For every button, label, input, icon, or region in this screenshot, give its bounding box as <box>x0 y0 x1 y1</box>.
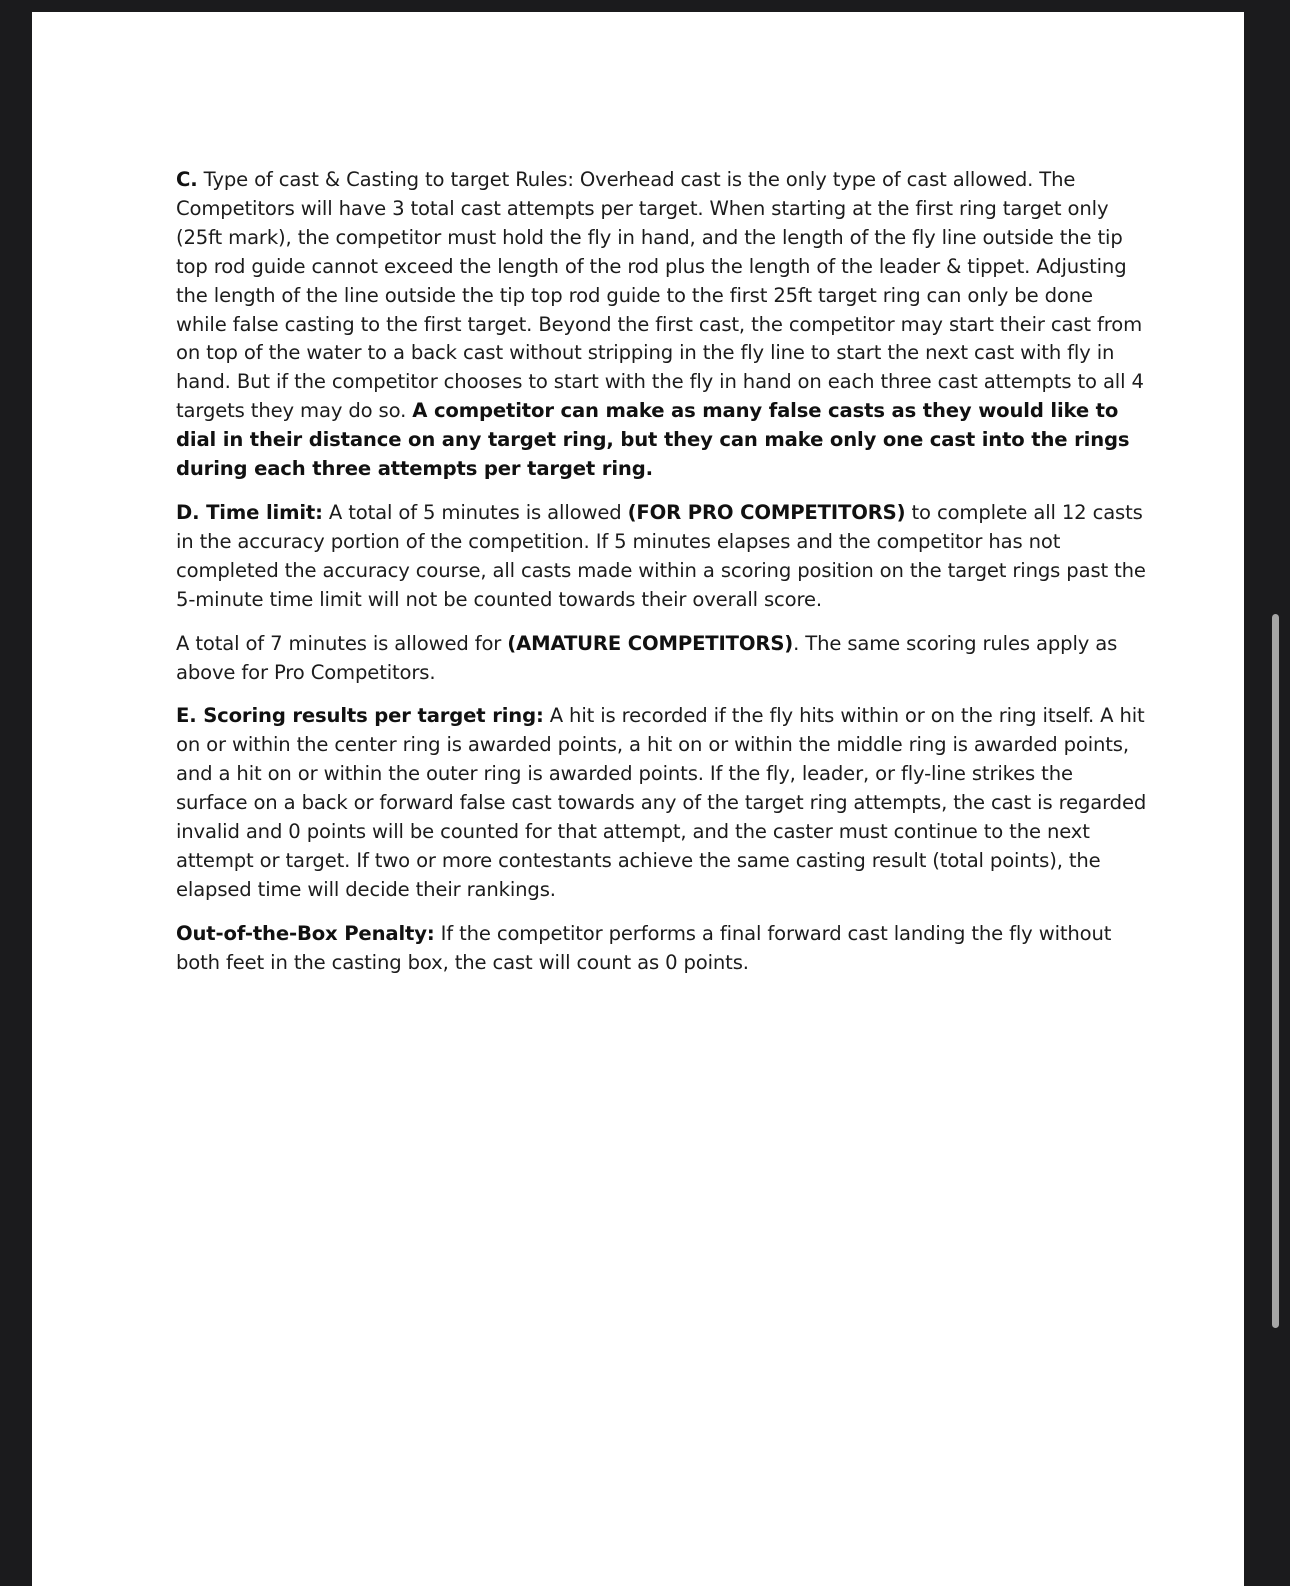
document-body <box>176 166 1148 993</box>
section-d-label: D. Time limit: <box>176 500 323 524</box>
vertical-scrollbar[interactable] <box>1272 614 1279 1328</box>
section-c-label: C. <box>176 168 198 191</box>
amateur-paragraph <box>176 630 1148 688</box>
section-c-text: Type of cast & Casting to target Rules: Overhead cast is the only type of cast allowed. The Competitors will have 3 total cast attempts per target. When starting at the first ring target only (25ft mark), the competitor must hold the fly in hand, and the length of the fly line outside the tip top rod guide cannot exceed the length of the rod plus the length of the leader & tippet. Adjusting the length of the line outside the tip top rod guide to the first 25ft target ring can only be done while false casting to the first target. Beyond the first cast, the competitor may start their cast from on top of the water to a back cast without stripping in the fly line to start the next cast with fly in hand. But if the competitor chooses to start with the fly in hand on each three cast attempts to all 4 targets they may do so. <box>176 168 1144 423</box>
section-e-text: A hit is recorded if the fly hits within or on the ring itself. A hit on or within the center ring is awarded points, a hit on or within the middle ring is awarded points, and a hit on or within the outer ring is awarded points. If the fly, leader, or fly-line strikes the surface on a back or forward false cast towards any of the target ring attempts, the cast is regarded invalid and 0 points will be counted for that attempt, and the caster must continue to the next attempt or target. If two or more contestants achieve the same casting result (total points), the elapsed time will decide their rankings. <box>176 704 1147 901</box>
document-page <box>32 12 1244 1586</box>
section-d-paragraph <box>176 499 1148 615</box>
section-c-bold-text: A competitor can make as many false casts as they would like to dial in their distance on any target ring, but they can make only one cast into the rings during each three attempts per target ring. <box>176 399 1130 481</box>
section-c-paragraph <box>176 166 1148 484</box>
section-d-bold-text: (FOR PRO COMPETITORS) <box>627 500 906 524</box>
amateur-text: A total of 7 minutes is allowed for <box>176 631 508 655</box>
amateur-bold-text: (AMATURE COMPETITORS) <box>507 631 794 655</box>
penalty-label: Out-of-the-Box Penalty: <box>176 921 435 945</box>
section-d-text-continued: to complete all 12 casts in the accuracy portion of the competition. If 5 minutes elapses and the competitor has not completed the accuracy course, all casts made within a scoring position on the target rings past the 5-minute time limit will not be counted towards their overall score. <box>176 500 1146 611</box>
section-e-paragraph <box>176 702 1148 904</box>
section-d-text: A total of 5 minutes is allowed <box>322 500 628 524</box>
penalty-text: If the competitor performs a final forward cast landing the fly without both feet in the casting box, the cast will count as 0 points. <box>176 921 1112 974</box>
amateur-text-continued: . The same scoring rules apply as above for Pro Competitors. <box>176 631 1118 684</box>
section-e-label: E. Scoring results per target ring: <box>176 704 544 728</box>
penalty-paragraph <box>176 920 1148 978</box>
